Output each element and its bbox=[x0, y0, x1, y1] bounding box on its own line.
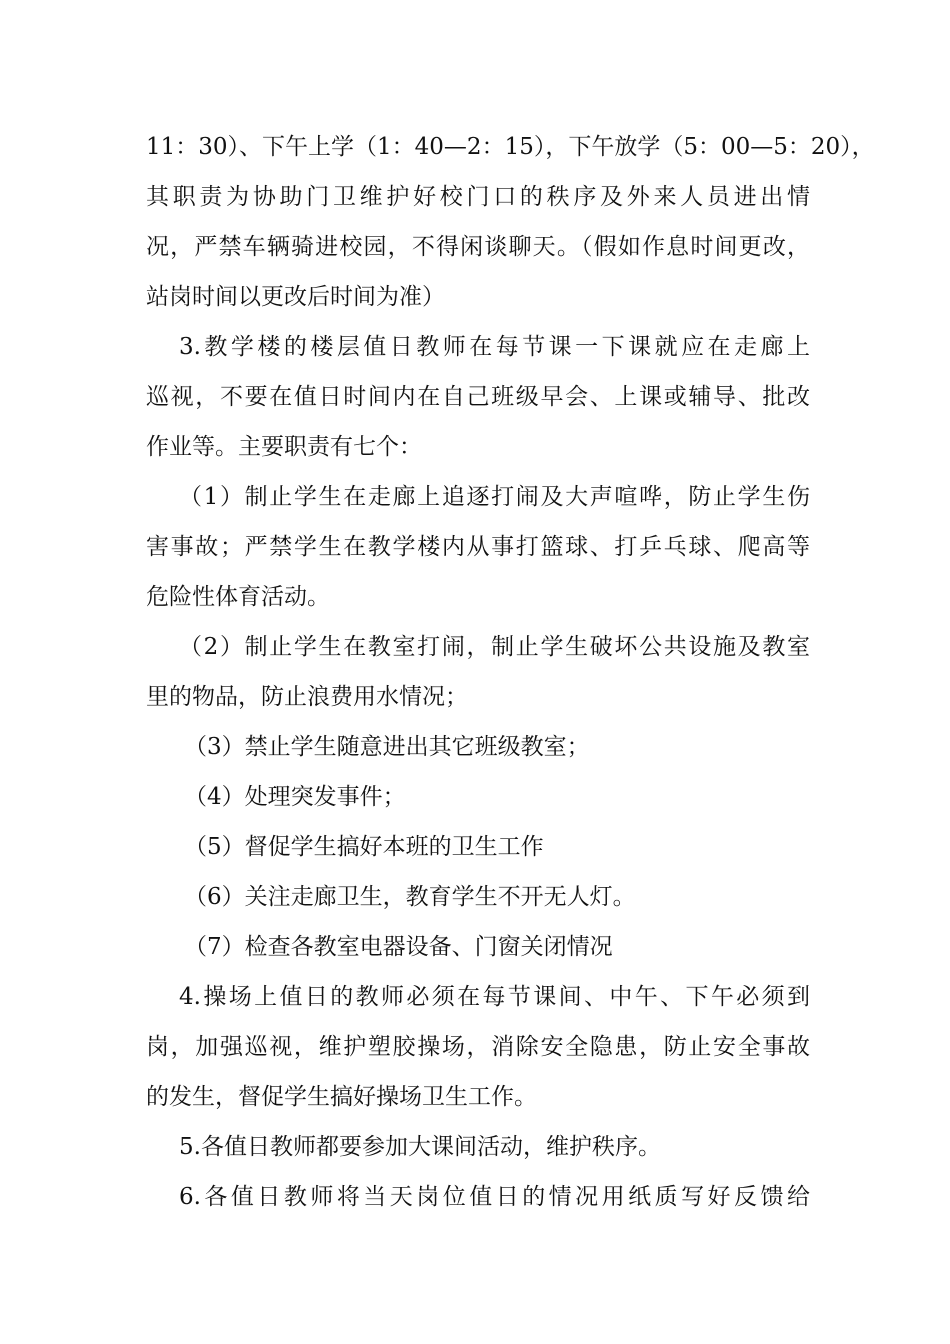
text-line: （2）制止学生在教室打闹，制止学生破坏公共设施及教室 bbox=[179, 634, 810, 660]
text-line: 5.各值日教师都要参加大课间活动，维护秩序。 bbox=[179, 1134, 661, 1160]
text-line: （4）处理突发事件； bbox=[184, 784, 406, 810]
text-line: 11：30）、下午上学（1：40—2：15），下午放学（5：00—5：20）， bbox=[146, 134, 875, 160]
text-line: （5）督促学生搞好本班的卫生工作 bbox=[184, 834, 544, 860]
text-line: 害事故；严禁学生在教学楼内从事打篮球、打乒乓球、爬高等 bbox=[146, 534, 810, 560]
text-line: （1）制止学生在走廊上追逐打闹及大声喧哗，防止学生伤 bbox=[179, 484, 810, 510]
document-body bbox=[146, 122, 875, 1222]
text-line: 岗，加强巡视，维护塑胶操场，消除安全隐患，防止安全事故 bbox=[146, 1034, 810, 1060]
text-line: 危险性体育活动。 bbox=[146, 584, 330, 610]
text-line: 4.操场上值日的教师必须在每节课间、中午、下午必须到 bbox=[179, 984, 810, 1010]
text-line: （7）检查各教室电器设备、门窗关闭情况 bbox=[184, 934, 613, 960]
text-line: 里的物品，防止浪费用水情况； bbox=[146, 684, 468, 710]
text-line: 站岗时间以更改后时间为准） bbox=[146, 284, 445, 310]
text-line: 的发生，督促学生搞好操场卫生工作。 bbox=[146, 1084, 537, 1110]
text-line: 巡视，不要在值日时间内在自己班级早会、上课或辅导、批改 bbox=[146, 384, 810, 410]
text-line: （6）关注走廊卫生，教育学生不开无人灯。 bbox=[184, 884, 636, 910]
text-line: 其职责为协助门卫维护好校门口的秩序及外来人员进出情 bbox=[146, 184, 810, 210]
text-line: 3.教学楼的楼层值日教师在每节课一下课就应在走廊上 bbox=[179, 334, 810, 360]
text-line: 作业等。主要职责有七个： bbox=[146, 434, 422, 460]
text-line: （3）禁止学生随意进出其它班级教室； bbox=[184, 734, 590, 760]
text-line: 况，严禁车辆骑进校园，不得闲谈聊天。（假如作息时间更改， bbox=[146, 234, 810, 260]
text-line: 6.各值日教师将当天岗位值日的情况用纸质写好反馈给 bbox=[179, 1184, 810, 1210]
